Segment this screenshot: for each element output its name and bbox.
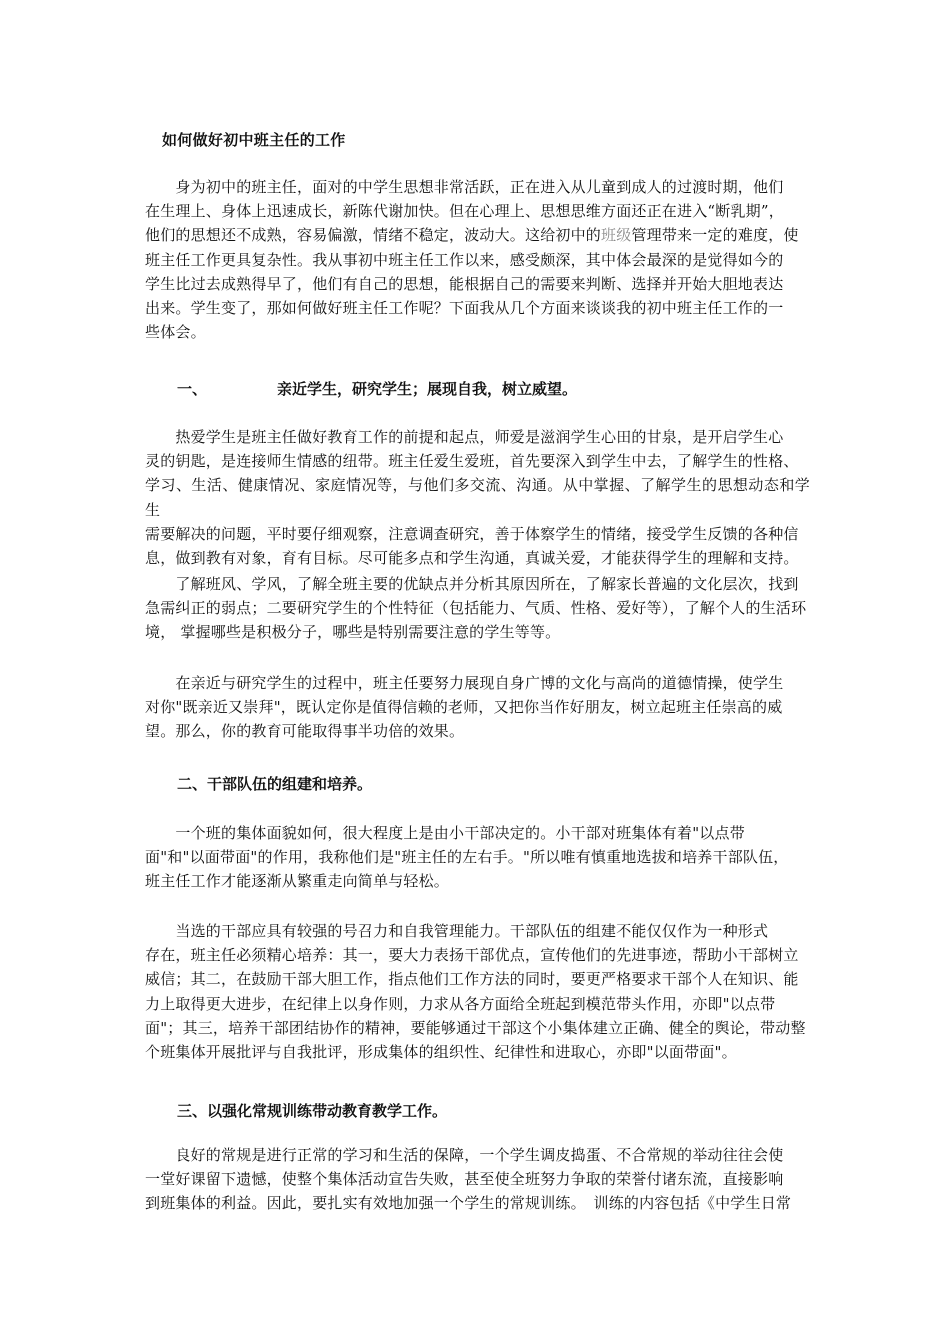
section-1-title: 亲近学生，研究学生；展现自我，树立威望。 (277, 380, 578, 398)
section-1-paragraph-3: 在亲近与研究学生的过程中，班主任要努力展现自身广博的文化与高尚的道德情操，使学生 对你"既亲近又崇拜"，既认定你是值得信赖的老师，又把你当作好朋友，树立起班主任崇高的威 望。那么，你的教育可能取得事半功倍的效果。 (145, 674, 784, 741)
section-3-heading: 三、以强化常规训练带动教育教学工作。 (177, 1102, 448, 1120)
section-1-heading (177, 378, 577, 399)
highlighted-keyword-link[interactable]: 班级 (601, 226, 632, 245)
section-2-paragraph-1: 一个班的集体面貌如何，很大程度上是由小干部决定的。小干部对班集体有着"以点带 面"和"以面带面"的作用，我称他们是"班主任的左右手。"所以唯有慎重地选拔和培养干部队伍， 班主任工作才能逐渐从繁重走向简单与轻松。 (145, 824, 789, 891)
section-1-paragraph-2: 了解班风、学风，了解全班主要的优缺点并分析其原因所在，了解家长普遍的文化层次，找到 急需纠正的弱点；二要研究学生的个性特征（包括能力、气质、性格、爱好等），了解个人的生活环 境， 掌握哪些是积极分子，哪些是特别需要注意的学生等等。 (145, 575, 807, 642)
section-3-paragraph-1: 良好的常规是进行正常的学习和生活的保障，一个学生调皮捣蛋、不合常规的举动往往会使 一堂好课留下遗憾，使整个集体活动宣告失败，甚至使全班努力争取的荣誉付诸东流，直接影响 到班集体的利益。因此，要扎实有效地加强一个学生的常规训练。 训练的内容包括《中学生日常 (145, 1146, 792, 1213)
document-title: 如何做好初中班主任的工作 (162, 131, 346, 149)
intro-text-end: 管理带来一定的难度，使 班主任工作更具复杂性。我从事初中班主任工作以来，感受颇深，其中体会最深的是觉得如今的 学生比过去成熟得早了，他们有自己的思想，能根据自己的需要来判断、选择并开始大胆地表达 出来。学生变了，那如何做好班主任工作呢？下面我从几个方面来谈谈我的初中班主任工作的一 些体会。 (145, 226, 799, 342)
intro-text-start: 身为初中的班主任，面对的中学生思想非常活跃，正在进入从儿童到成人的过渡时期，他们 在生理上、身体上迅速成长，新陈代谢加快。但在心理上、思想思维方面还正在进入“断乳期”， 他们的思想还不成熟，容易偏激，情绪不稳定，波动大。这给初中的 (145, 178, 784, 245)
section-1-paragraph-1: 热爱学生是班主任做好教育工作的前提和起点，师爱是滋润学生心田的甘泉，是开启学生心 灵的钥匙，是连接师生情感的纽带。班主任爱生爱班，首先要深入到学生中去，了解学生的性格、 学习、生活、健康情况、家庭情况等，与他们多交流、沟通。从中掌握、了解学生的思想动态和学生 需要解决的问题，平时要仔细观察，注意调查研究，善于体察学生的情绪，接受学生反馈的各种信 息，做到教有对象，育有目标。尽可能多点和学生沟通，真诚关爱，才能获得学生的理解和支持。 (145, 428, 810, 568)
section-2-paragraph-2: 当选的干部应具有较强的号召力和自我管理能力。干部队伍的组建不能仅仅作为一种形式 存在，班主任必须精心培养：其一，要大力表扬干部优点，宣传他们的先进事迹，帮助小干部树立 威信；其二，在鼓励干部大胆工作，指点他们工作方法的同时，要更严格要求干部个人在知识、能 力上取得更大进步，在纪律上以身作则，力求从各方面给全班起到模范带头作用，亦即"以点带 面"；其三，培养干部团结协作的精神，要能够通过干部这个小集体建立正确、健全的舆论，带动整 个班集体开展批评与自我批评，形成集体的组织性、纪律性和进取心，亦即"以面带面"。 (145, 922, 806, 1062)
section-2-heading: 二、干部队伍的组建和培养。 (177, 775, 373, 793)
section-1-number: 一、 (177, 380, 208, 398)
intro-paragraph (145, 175, 810, 344)
